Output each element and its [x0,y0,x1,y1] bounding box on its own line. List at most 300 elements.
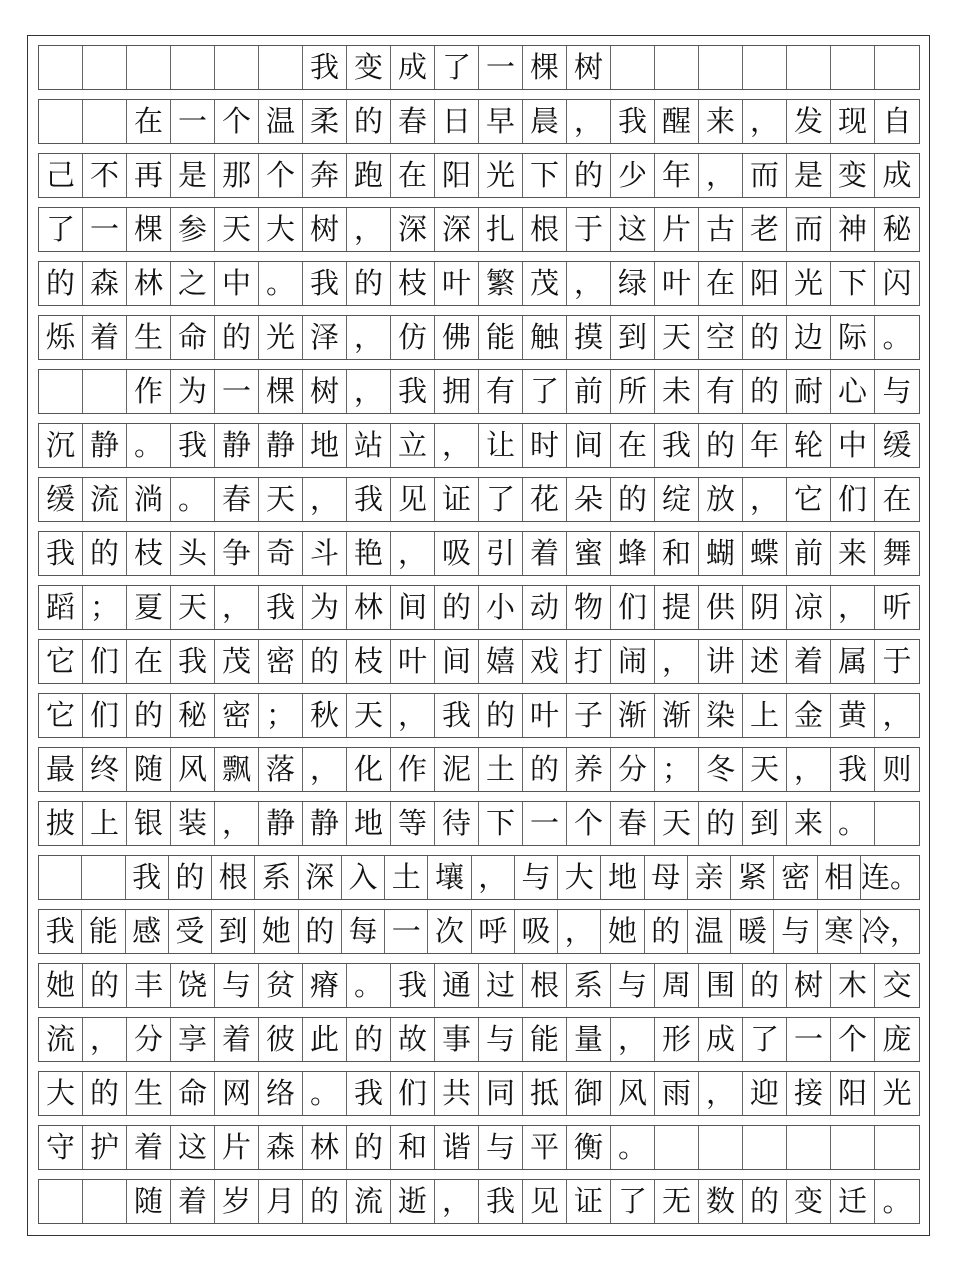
grid-cell: 成 [699,1018,743,1061]
grid-cell: 银 [127,802,171,845]
grid-cell: 见 [523,1180,567,1223]
grid-cell: 的 [479,694,523,737]
grid-cell: 每 [342,910,385,953]
grid-cell: 舞 [882,536,912,570]
grid-cell: 再 [127,154,171,197]
grid-cell: 阳 [831,1072,875,1115]
grid-cell: 木 [831,964,875,1007]
grid-cell: 与 [479,1018,523,1061]
grid-cell [743,1126,787,1169]
grid-cell: 在 [391,154,435,197]
grid-cell: 和 [655,532,699,575]
grid-cell: 土 [385,856,428,899]
grid-cell: 树 [567,46,611,89]
grid-cell: 这 [611,208,655,251]
grid-cell: 们 [83,640,127,683]
grid-cell: 蹈 [39,586,83,629]
grid-cell: 证 [567,1180,611,1223]
grid-cell: 天 [347,694,391,737]
grid-cell: 迎 [743,1072,787,1115]
grid-cell: 丰 [127,964,171,1007]
grid-cell: 一 [787,1018,831,1061]
grid-cell: 落 [259,748,303,791]
grid-cell: 空 [699,316,743,359]
grid-cell: 静 [259,424,303,467]
grid-cell: 动 [523,586,567,629]
grid-cell: 放 [699,478,743,521]
grid-cell [83,1180,127,1223]
grid-cell: 天 [655,802,699,845]
grid-cell: 渐 [655,694,699,737]
grid-cell: 而 [787,208,831,251]
grid-cell: 流 [347,1180,391,1223]
grid-cell: 了 [479,478,523,521]
grid-cell: 叶 [391,640,435,683]
grid-cell: 柔 [303,100,347,143]
grid-cell: 密 [259,640,303,683]
grid-cell: 静 [303,802,347,845]
grid-cell: 根 [212,856,255,899]
grid-cell [39,856,82,899]
grid-cell: 奔 [303,154,347,197]
grid-cell: 叶 [655,262,699,305]
grid-cell: 了 [523,370,567,413]
grid-cell: 温 [688,910,731,953]
grid-cell: 母 [645,856,688,899]
grid-cell: 成 [882,158,912,192]
grid-cell: 自 [882,104,912,138]
grid-cell: 所 [611,370,655,413]
grid-cell: 们 [391,1072,435,1115]
grid-cell: 蜂 [611,532,655,575]
grid-cell: 共 [435,1072,479,1115]
grid-cell: ， [831,586,875,629]
grid-cell: 棵 [259,370,303,413]
grid-cell: 网 [215,1072,259,1115]
grid-row [38,261,920,306]
grid-cell: 光 [787,262,831,305]
grid-row [38,585,920,630]
grid-cell: 最 [39,748,83,791]
grid-cell: 密 [215,694,259,737]
grid-cell: 她 [255,910,298,953]
grid-cell: 我 [611,100,655,143]
grid-cell: 我 [171,424,215,467]
grid-cell: 己 [39,154,83,197]
grid-cell: 光 [259,316,303,359]
grid-cell: 提 [655,586,699,629]
title-row [38,45,920,90]
grid-cell: 蜜 [567,532,611,575]
grid-cell: 的 [523,748,567,791]
grid-cell: 的 [743,316,787,359]
grid-cell: 们 [611,586,655,629]
grid-cell: 深 [391,208,435,251]
grid-cell: 秘 [882,212,912,246]
grid-cell: 我 [303,262,347,305]
grid-cell [259,46,303,89]
grid-cell: 枝 [347,640,391,683]
grid-cell: 无 [655,1180,699,1223]
grid-cell: 饶 [171,964,215,1007]
grid-cell: 彼 [259,1018,303,1061]
grid-cell [39,46,83,89]
grid-cell: 了 [611,1180,655,1223]
grid-cell: 深 [435,208,479,251]
grid-cell: 的 [303,1180,347,1223]
grid-cell: 现 [831,100,875,143]
grid-cell: 时 [523,424,567,467]
grid-cell: ， [435,424,479,467]
grid-cell: 讲 [699,640,743,683]
grid-cell: 。 [259,262,303,305]
grid-row [38,531,920,576]
grid-cell: 我 [259,586,303,629]
grid-cell: 生 [127,1072,171,1115]
grid-cell: 静 [215,424,259,467]
grid-cell: 与 [215,964,259,1007]
grid-cell: 摸 [567,316,611,359]
grid-cell: 叶 [523,694,567,737]
grid-cell: 。 [882,320,912,354]
grid-row [38,1017,920,1062]
grid-cell: 的 [435,586,479,629]
grid-cell: 。 [831,802,875,845]
grid-row [38,693,920,738]
grid-cell: ， [655,640,699,683]
grid-cell: 林 [303,1126,347,1169]
grid-cell: 待 [435,802,479,845]
grid-cell: 的 [83,964,127,1007]
grid-cell: 静 [83,424,127,467]
grid-cell: 相 [818,856,861,899]
grid-cell: ， [215,586,259,629]
grid-cell: 小 [479,586,523,629]
grid-cell: 佛 [435,316,479,359]
grid-cell: 林 [127,262,171,305]
grid-cell: 年 [655,154,699,197]
grid-cell: 一 [171,100,215,143]
grid-cell [39,1180,83,1223]
grid-cell: 逝 [391,1180,435,1223]
grid-cell: 们 [83,694,127,737]
grid-cell: 与 [611,964,655,1007]
grid-cell: 我 [39,532,83,575]
grid-row [38,153,920,198]
grid-cell: 边 [787,316,831,359]
grid-cell: 的 [347,262,391,305]
grid-cell: 枝 [127,532,171,575]
grid-cell: 片 [655,208,699,251]
grid-cell: 终 [83,748,127,791]
grid-cell [699,46,743,89]
grid-cell: 分 [127,1018,171,1061]
grid-cell: 来 [831,532,875,575]
grid-cell: ， [567,262,611,305]
grid-cell: 披 [39,802,83,845]
grid-cell: 周 [655,964,699,1007]
grid-cell: ， [558,910,601,953]
grid-cell: 发 [787,100,831,143]
grid-cell: 嬉 [479,640,523,683]
grid-cell: 和 [391,1126,435,1169]
grid-cell [743,46,787,89]
grid-cell: 命 [171,316,215,359]
grid-cell: 到 [212,910,255,953]
grid-cell: 随 [127,748,171,791]
grid-cell: 阴 [743,586,787,629]
grid-cell: 同 [479,1072,523,1115]
grid-cell: 来 [699,100,743,143]
grid-cell: 紧 [731,856,774,899]
grid-cell: 前 [567,370,611,413]
grid-cell: 土 [479,748,523,791]
grid-cell: 壤 [428,856,471,899]
grid-cell [611,46,655,89]
grid-cell: 飘 [215,748,259,791]
grid-cell: 蝴 [699,532,743,575]
grid-cell: 着 [215,1018,259,1061]
grid-cell: 深 [299,856,342,899]
grid-cell: 它 [39,694,83,737]
grid-cell: 衡 [567,1126,611,1169]
grid-cell: 变 [787,1180,831,1223]
grid-row [38,99,920,144]
grid-cell: 渐 [611,694,655,737]
grid-cell: 下 [523,154,567,197]
grid-cell: 朵 [567,478,611,521]
grid-cell: 醒 [655,100,699,143]
grid-cell: 斗 [303,532,347,575]
grid-cell: 间 [435,640,479,683]
grid-cell: 的 [743,1180,787,1223]
grid-cell: 树 [787,964,831,1007]
grid-cell: 。 [611,1126,655,1169]
grid-cell: 而 [743,154,787,197]
grid-cell: ， [391,532,435,575]
grid-cell: 连。 [860,860,919,894]
grid-cell: 地 [303,424,347,467]
grid-row [38,1179,920,1224]
grid-cell: 它 [787,478,831,521]
grid-cell: 风 [611,1072,655,1115]
grid-cell [655,1126,699,1169]
grid-cell: 奇 [259,532,303,575]
grid-cell: 属 [831,640,875,683]
grid-cell: 抵 [523,1072,567,1115]
grid-cell: 的 [303,640,347,683]
grid-cell: 少 [611,154,655,197]
grid-cell: 老 [743,208,787,251]
grid-cell: 到 [611,316,655,359]
grid-cell: 我 [435,694,479,737]
grid-cell: 的 [699,424,743,467]
grid-cell: ， [787,748,831,791]
grid-cell: 光 [479,154,523,197]
grid-cell: 泽 [303,316,347,359]
grid-cell: 谐 [435,1126,479,1169]
grid-cell: 闪 [882,266,912,300]
grid-cell: 茂 [523,262,567,305]
grid-cell: 打 [567,640,611,683]
grid-cell: 她 [601,910,644,953]
grid-cell: 着 [523,532,567,575]
grid-cell: 轮 [787,424,831,467]
grid-cell: 感 [126,910,169,953]
grid-cell: 神 [831,208,875,251]
grid-cell: 在 [611,424,655,467]
grid-cell: 装 [171,802,215,845]
grid-cell: 春 [391,100,435,143]
grid-cell: 御 [567,1072,611,1115]
grid-cell [831,1126,875,1169]
grid-cell: 心 [831,370,875,413]
grid-cell: 温 [259,100,303,143]
grid-cell: 了 [39,208,83,251]
grid-cell: 绽 [655,478,699,521]
grid-cell: ； [655,748,699,791]
grid-cell: 形 [655,1018,699,1061]
grid-cell: 护 [83,1126,127,1169]
grid-cell: 天 [259,478,303,521]
grid-cell: 次 [428,910,471,953]
grid-cell: 棵 [127,208,171,251]
grid-cell: 。 [303,1072,347,1115]
grid-cell: 随 [127,1180,171,1223]
grid-cell: 的 [699,802,743,845]
grid-cell: 与 [479,1126,523,1169]
grid-cell: 为 [303,586,347,629]
grid-cell: 我 [171,640,215,683]
grid-cell: 亲 [688,856,731,899]
grid-cell: 变 [347,46,391,89]
grid-row [38,639,920,684]
grid-cell: 一 [83,208,127,251]
grid-cell: 我 [126,856,169,899]
grid-cell: 中 [831,424,875,467]
grid-cell: 有 [699,370,743,413]
grid-cell [875,802,919,845]
grid-cell [831,46,875,89]
grid-cell: 根 [523,208,567,251]
grid-cell: 下 [831,262,875,305]
grid-cell: 物 [567,586,611,629]
grid-cell: 天 [655,316,699,359]
grid-cell: 。 [882,1184,912,1218]
grid-cell: 春 [611,802,655,845]
grid-cell: 在 [127,640,171,683]
grid-cell: 中 [215,262,259,305]
grid-cell: 枝 [391,262,435,305]
grid-cell: 花 [523,478,567,521]
grid-cell: 个 [831,1018,875,1061]
grid-cell: 着 [171,1180,215,1223]
grid-cell: 呼 [472,910,515,953]
grid-cell [787,1126,831,1169]
grid-cell: 一 [215,370,259,413]
grid-cell: 的 [567,154,611,197]
grid-cell: 着 [83,316,127,359]
grid-cell: 我 [831,748,875,791]
grid-cell: 头 [171,532,215,575]
grid-cell: ， [699,154,743,197]
grid-cell: 黄 [831,694,875,737]
grid-cell: 下 [479,802,523,845]
grid-cell: 故 [391,1018,435,1061]
grid-cell: 立 [391,424,435,467]
grid-cell: 风 [171,748,215,791]
grid-cell: 树 [303,208,347,251]
grid-cell: 大 [259,208,303,251]
grid-cell: 光 [882,1076,912,1110]
grid-cell: 流 [83,478,127,521]
grid-cell: 作 [127,370,171,413]
grid-cell: 的 [127,694,171,737]
grid-cell: 们 [831,478,875,521]
grid-cell: 量 [567,1018,611,1061]
grid-cell: 的 [347,100,391,143]
grid-cell: 跑 [347,154,391,197]
grid-cell: 大 [39,1072,83,1115]
grid-cell: 蝶 [743,532,787,575]
grid-cell [82,856,125,899]
grid-cell: 的 [169,856,212,899]
grid-cell: 子 [567,694,611,737]
grid-cell: 大 [558,856,601,899]
grid-cell: 是 [171,154,215,197]
grid-cell: 与 [515,856,558,899]
grid-cell: ， [567,100,611,143]
grid-cell [699,1126,743,1169]
grid-cell: 一 [385,910,428,953]
grid-cell: 天 [743,748,787,791]
grid-cell: 林 [347,586,391,629]
grid-cell: 的 [645,910,688,953]
grid-cell: 仿 [391,316,435,359]
grid-cell: 早 [479,100,523,143]
grid-cell: 我 [391,964,435,1007]
grid-cell: 了 [743,1018,787,1061]
grid-cell: 茂 [215,640,259,683]
grid-cell: 我 [655,424,699,467]
grid-cell: 我 [39,910,82,953]
grid-row [38,207,920,252]
grid-cell: 能 [479,316,523,359]
grid-cell: ， [347,208,391,251]
grid-cell: 入 [342,856,385,899]
grid-cell: 它 [39,640,83,683]
grid-cell: 天 [171,586,215,629]
grid-row [38,855,920,900]
grid-cell: 听 [882,590,912,624]
grid-cell: 那 [215,154,259,197]
grid-cell: 秘 [171,694,215,737]
grid-cell: 绿 [611,262,655,305]
grid-cell: 根 [523,964,567,1007]
grid-cell: 淌 [127,478,171,521]
grid-cell: 证 [435,478,479,521]
grid-cell: 到 [743,802,787,845]
grid-cell: 不 [83,154,127,197]
grid-cell: 于 [567,208,611,251]
grid-cell: 秋 [303,694,347,737]
grid-cell: 地 [601,856,644,899]
grid-cell: 吸 [515,910,558,953]
grid-cell: 冬 [699,748,743,791]
grid-cell: 戏 [523,640,567,683]
grid-cell: 让 [479,424,523,467]
grid-cell: 通 [435,964,479,1007]
